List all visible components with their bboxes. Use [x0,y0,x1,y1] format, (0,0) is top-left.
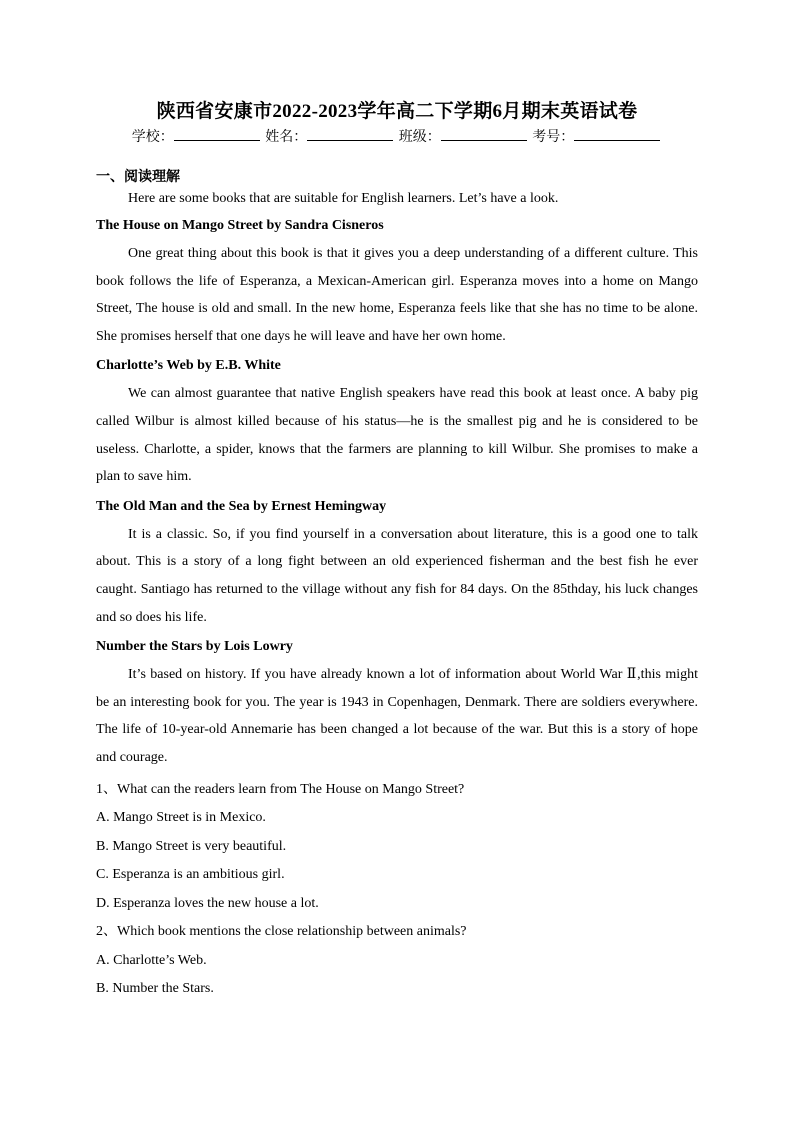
exam-number-blank[interactable] [574,128,660,141]
answer-option[interactable]: A. Charlotte’s Web. [96,952,207,968]
book-paragraph: It is a classic. So, if you find yourself in a conversation about literature, this is a good one to talk about. This is a story of a long fight between an old experienced fisherman and the best fish he ever caught. Santiago has returned to the village without any fish for 84 days. On the 85thday, his luck changes and so does his life. [96,526,698,625]
question-stem: 2、Which book mentions the close relationship between animals? [96,924,467,939]
book-title: The House on Mango Street by Sandra Cisneros [96,218,384,233]
answer-option[interactable]: C. Esperanza is an ambitious girl. [96,867,285,882]
section-intro: Here are some books that are suitable for English learners. Let’s have a look. [128,191,559,206]
answer-option[interactable]: A. Mango Street is in Mexico. [96,810,266,825]
book-paragraph: We can almost guarantee that native English speakers have read this book at least once. A baby pig called Wilbur is almost killed because of his status—he is the smallest pig and he is considered to be useless. Charlotte, a spider, knows that the farmers are planning to kill Wilbur. She promises to make a plan to save him. [96,386,698,485]
exam-number-label: 考号： [532,130,575,145]
section-heading: 一、阅读理解 [96,169,180,185]
page-title: 陕西省安康市2022-2023学年高二下学期6月期末英语试卷 [156,101,638,122]
answer-option[interactable]: B. Mango Street is very beautiful. [96,838,287,854]
student-info-line [0,126,794,146]
book-title: Number the Stars by Lois Lowry [96,639,293,655]
name-label: 姓名： [265,130,308,145]
class-blank[interactable] [441,128,527,141]
book-paragraph: One great thing about this book is that it gives you a deep understanding of a different culture. This book follows the life of Esperanza, a Mexican-American girl. Esperanza moves into a home on Mango Street, The house is old and small. In the new home, Esperanza feels like that she has no time to be alone. She promises herself that one days he will leave and have her own home. [96,246,698,344]
school-label: 学校： [131,130,174,145]
book-paragraph: It’s based on history. If you have already known a lot of information about World War Ⅱ,this might be an interesting book for you. The year is 1943 in Copenhagen, Denmark. There are soldiers everywhere. The life of 10-year-old Annemarie has been changed a lot because of the war. But this is a story of hope and courage. [96,667,698,765]
school-blank[interactable] [174,128,260,141]
exam-content [96,166,698,1004]
answer-option[interactable]: D. Esperanza loves the new house a lot. [96,895,319,911]
book-title: Charlotte’s Web by E.B. White [96,358,281,374]
question-stem: 1、What can the readers learn from The House on Mango Street? [96,781,465,797]
name-blank[interactable] [307,128,393,141]
book-title: The Old Man and the Sea by Ernest Hemingway [96,498,387,514]
class-label: 班级： [398,130,441,145]
answer-option[interactable]: B. Number the Stars. [96,981,214,996]
